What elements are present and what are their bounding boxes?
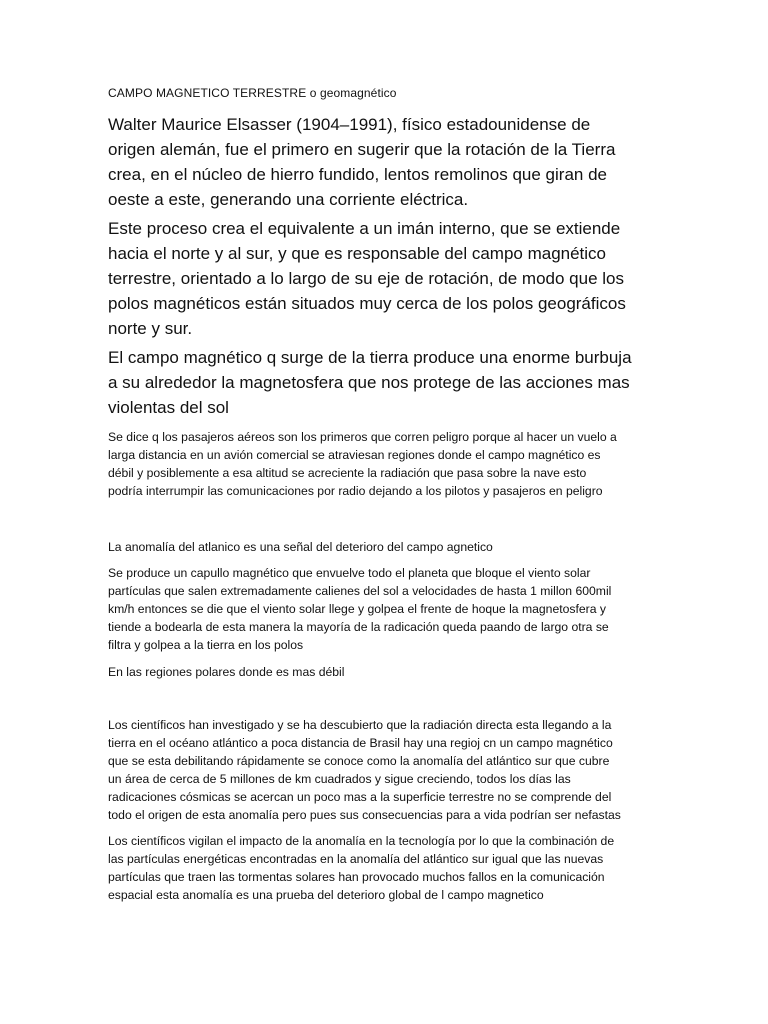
paragraph-line: filtra y golpea a la tierra en los polos bbox=[108, 638, 304, 652]
paragraph-line: podría interrumpir las comunicaciones por radio dejando a los pilotos y pasajeros en peligro bbox=[108, 484, 603, 498]
paragraph-line: oeste a este, generando una corriente eléctrica. bbox=[108, 190, 469, 209]
paragraph-line: Se produce un capullo magnético que envuelve todo el planeta que bloque el viento solar bbox=[108, 566, 591, 580]
paragraph-line: Este proceso crea el equivalente a un imán interno, que se extiende bbox=[108, 219, 621, 238]
paragraph-line: a su alrededor la magnetosfera que nos protege de las acciones mas bbox=[108, 373, 630, 392]
paragraph-elsasser bbox=[108, 112, 615, 212]
paragraph-line: las partículas energéticas encontradas en la anomalía del atlántico sur igual que las nuevas bbox=[108, 852, 604, 866]
paragraph-anomalia-atlantico bbox=[108, 538, 493, 556]
paragraph-line: crea, en el núcleo de hierro fundido, lentos remolinos que giran de bbox=[108, 165, 607, 184]
paragraph-line: Los científicos vigilan el impacto de la anomalía en la tecnología por lo que la combinación de bbox=[108, 834, 615, 848]
paragraph-line: débil y posiblemente a esa altitud se acreciente la radiación que pasa sobre la nave esto bbox=[108, 466, 587, 480]
paragraph-line: En las regiones polares donde es mas débil bbox=[108, 665, 345, 679]
paragraph-line: espacial esta anomalía es una prueba del deterioro global de l campo magnetico bbox=[108, 888, 544, 902]
paragraph-line: Los científicos han investigado y se ha descubierto que la radiación directa esta llegando a la bbox=[108, 718, 612, 732]
paragraph-line: partículas que salen extremadamente calienes del sol a velocidades de hasta 1 millon 600mil bbox=[108, 584, 612, 598]
paragraph-line: El campo magnético q surge de la tierra produce una enorme burbuja bbox=[108, 348, 632, 367]
paragraph-line: La anomalía del atlanico es una señal del deterioro del campo agnetico bbox=[108, 540, 493, 554]
paragraph-line: km/h entonces se die que el viento solar llege y golpea el frente de hoque la magnetosfera y bbox=[108, 602, 606, 616]
paragraph-line: Walter Maurice Elsasser (1904–1991), físico estadounidense de bbox=[108, 115, 591, 134]
document-title: CAMPO MAGNETICO TERRESTRE o geomagnético bbox=[108, 86, 397, 100]
paragraph-line: larga distancia en un avión comercial se atraviesan regiones donde el campo magnético es bbox=[108, 448, 601, 462]
paragraph-line: partículas que traen las tormentas solares han provocado muchos fallos en la comunicación bbox=[108, 870, 605, 884]
paragraph-iman-interno bbox=[108, 216, 626, 341]
paragraph-line: hacia el norte y al sur, y que es responsable del campo magnético bbox=[108, 244, 607, 263]
paragraph-line: terrestre, orientado a lo largo de su eje de rotación, de modo que los bbox=[108, 269, 624, 288]
paragraph-line: violentas del sol bbox=[108, 398, 229, 417]
paragraph-line: tiende a bodearla de esta manera la mayoría de la radicación queda paando de largo otra se bbox=[108, 620, 609, 634]
paragraph-line: Se dice q los pasajeros aéreos son los primeros que corren peligro porque al hacer un vuelo a bbox=[108, 430, 617, 444]
paragraph-line: norte y sur. bbox=[108, 319, 193, 338]
paragraph-cientificos-investigado bbox=[108, 716, 621, 824]
paragraph-line: todo el origen de esta anomalía pero pues sus consecuencias para a vida podrían ser nefastas bbox=[108, 808, 621, 822]
paragraph-line: origen alemán, fue el primero en sugerir que la rotación de la Tierra bbox=[108, 140, 616, 159]
paragraph-magnetosfera bbox=[108, 345, 632, 420]
paragraph-line: polos magnéticos están situados muy cerca de los polos geográficos bbox=[108, 294, 626, 313]
paragraph-cientificos-vigilan bbox=[108, 832, 614, 904]
paragraph-line: tierra en el océano atlántico a poca distancia de Brasil hay una regioj cn un campo magnético bbox=[108, 736, 613, 750]
paragraph-line: radicaciones cósmicas se acercan un poco mas a la superficie terrestre no se comprende del bbox=[108, 790, 612, 804]
paragraph-pasajeros bbox=[108, 428, 617, 500]
paragraph-line: un área de cerca de 5 millones de km cuadrados y sigue creciendo, todos los días las bbox=[108, 772, 571, 786]
paragraph-regiones-polares bbox=[108, 663, 344, 681]
paragraph-capullo-magnetico bbox=[108, 564, 611, 654]
paragraph-line: que se esta debilitando rápidamente se conoce como la anomalía del atlántico sur que cubre bbox=[108, 754, 610, 768]
